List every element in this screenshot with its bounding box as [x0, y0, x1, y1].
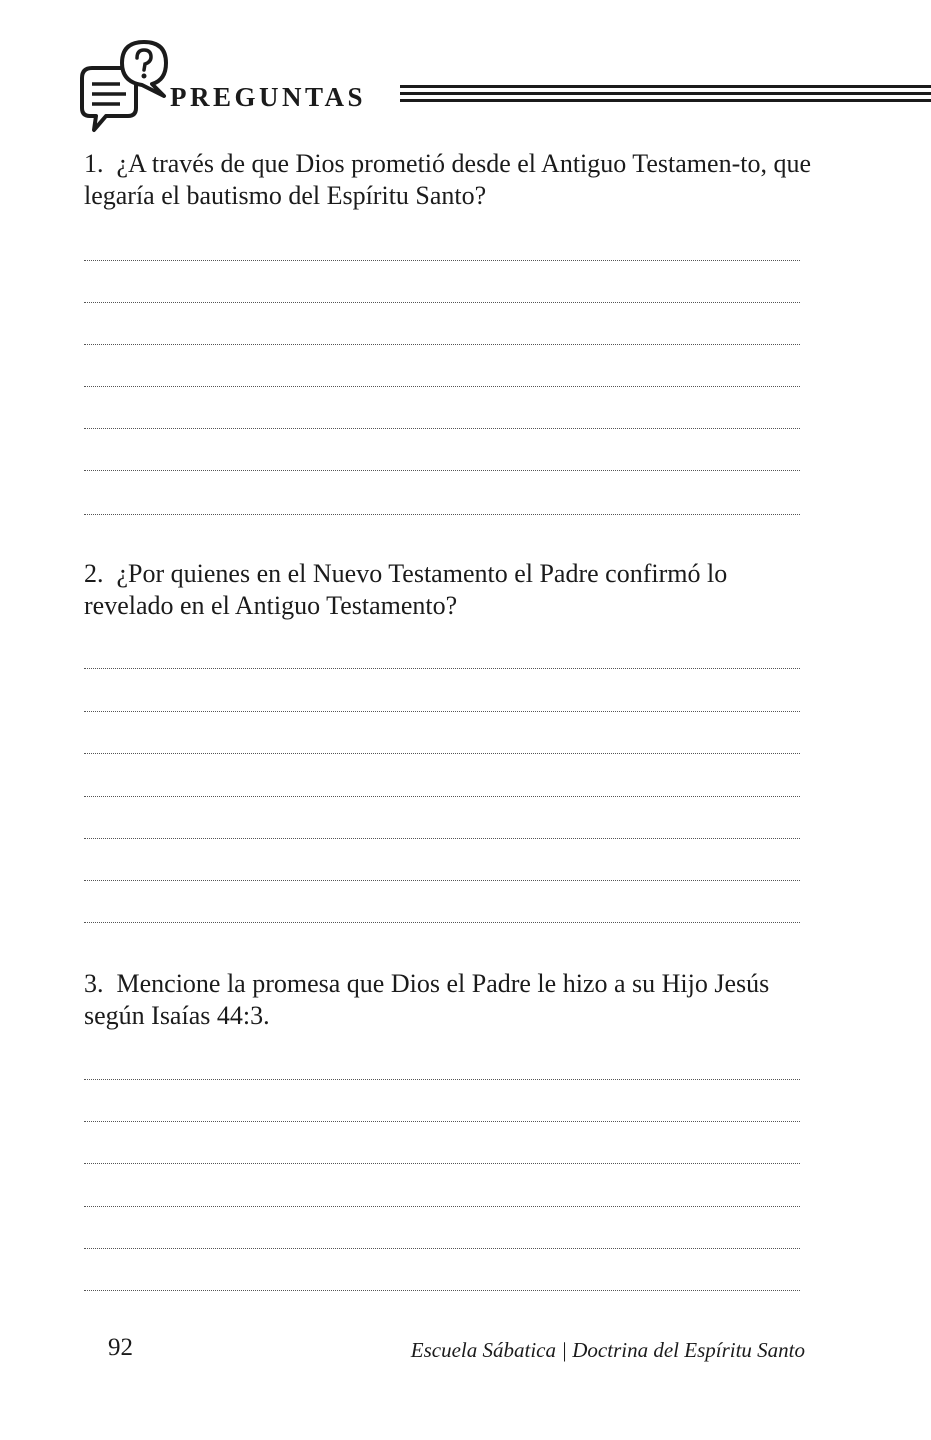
answer-line[interactable]: [84, 880, 800, 881]
question-number: 1.: [84, 149, 104, 178]
answer-line[interactable]: [84, 386, 800, 387]
answer-line[interactable]: [84, 1121, 800, 1122]
answer-line[interactable]: [84, 260, 800, 261]
answer-line[interactable]: [84, 514, 800, 515]
question-text: ¿Por quienes en el Nuevo Testamento el Padre confirmó lo revelado en el Antiguo Testamento?: [84, 559, 728, 620]
answer-line[interactable]: [84, 753, 800, 754]
page-title: PREGUNTAS: [170, 82, 367, 112]
chat-question-icon: [76, 38, 172, 134]
answer-line[interactable]: [84, 428, 800, 429]
answer-line[interactable]: [84, 1206, 800, 1207]
question-number: 2.: [84, 559, 104, 588]
answer-line[interactable]: [84, 922, 800, 923]
answer-line[interactable]: [84, 302, 800, 303]
question-number: 3.: [84, 969, 104, 998]
section-header: [76, 38, 931, 138]
question-2: [84, 558, 814, 622]
answer-line[interactable]: [84, 668, 800, 669]
answer-line[interactable]: [84, 1163, 800, 1164]
answer-line[interactable]: [84, 470, 800, 471]
running-footer: Escuela Sábatica | Doctrina del Espíritu Santo: [410, 1338, 805, 1362]
answer-line[interactable]: [84, 711, 800, 712]
answer-line[interactable]: [84, 344, 800, 345]
answer-line[interactable]: [84, 1290, 800, 1291]
answer-line[interactable]: [84, 838, 800, 839]
answer-line[interactable]: [84, 1248, 800, 1249]
question-text: Mencione la promesa que Dios el Padre le hizo a su Hijo Jesús según Isaías 44:3.: [84, 969, 770, 1030]
answer-line[interactable]: [84, 796, 800, 797]
question-text: ¿A través de que Dios prometió desde el Antiguo Testamen-to, que legaría el bautismo del Espíritu Santo?: [84, 149, 811, 210]
header-rule: [400, 85, 931, 103]
page-number: 92: [108, 1334, 133, 1361]
question-3: [84, 968, 814, 1032]
answer-line[interactable]: [84, 1079, 800, 1080]
question-1: [84, 148, 814, 212]
